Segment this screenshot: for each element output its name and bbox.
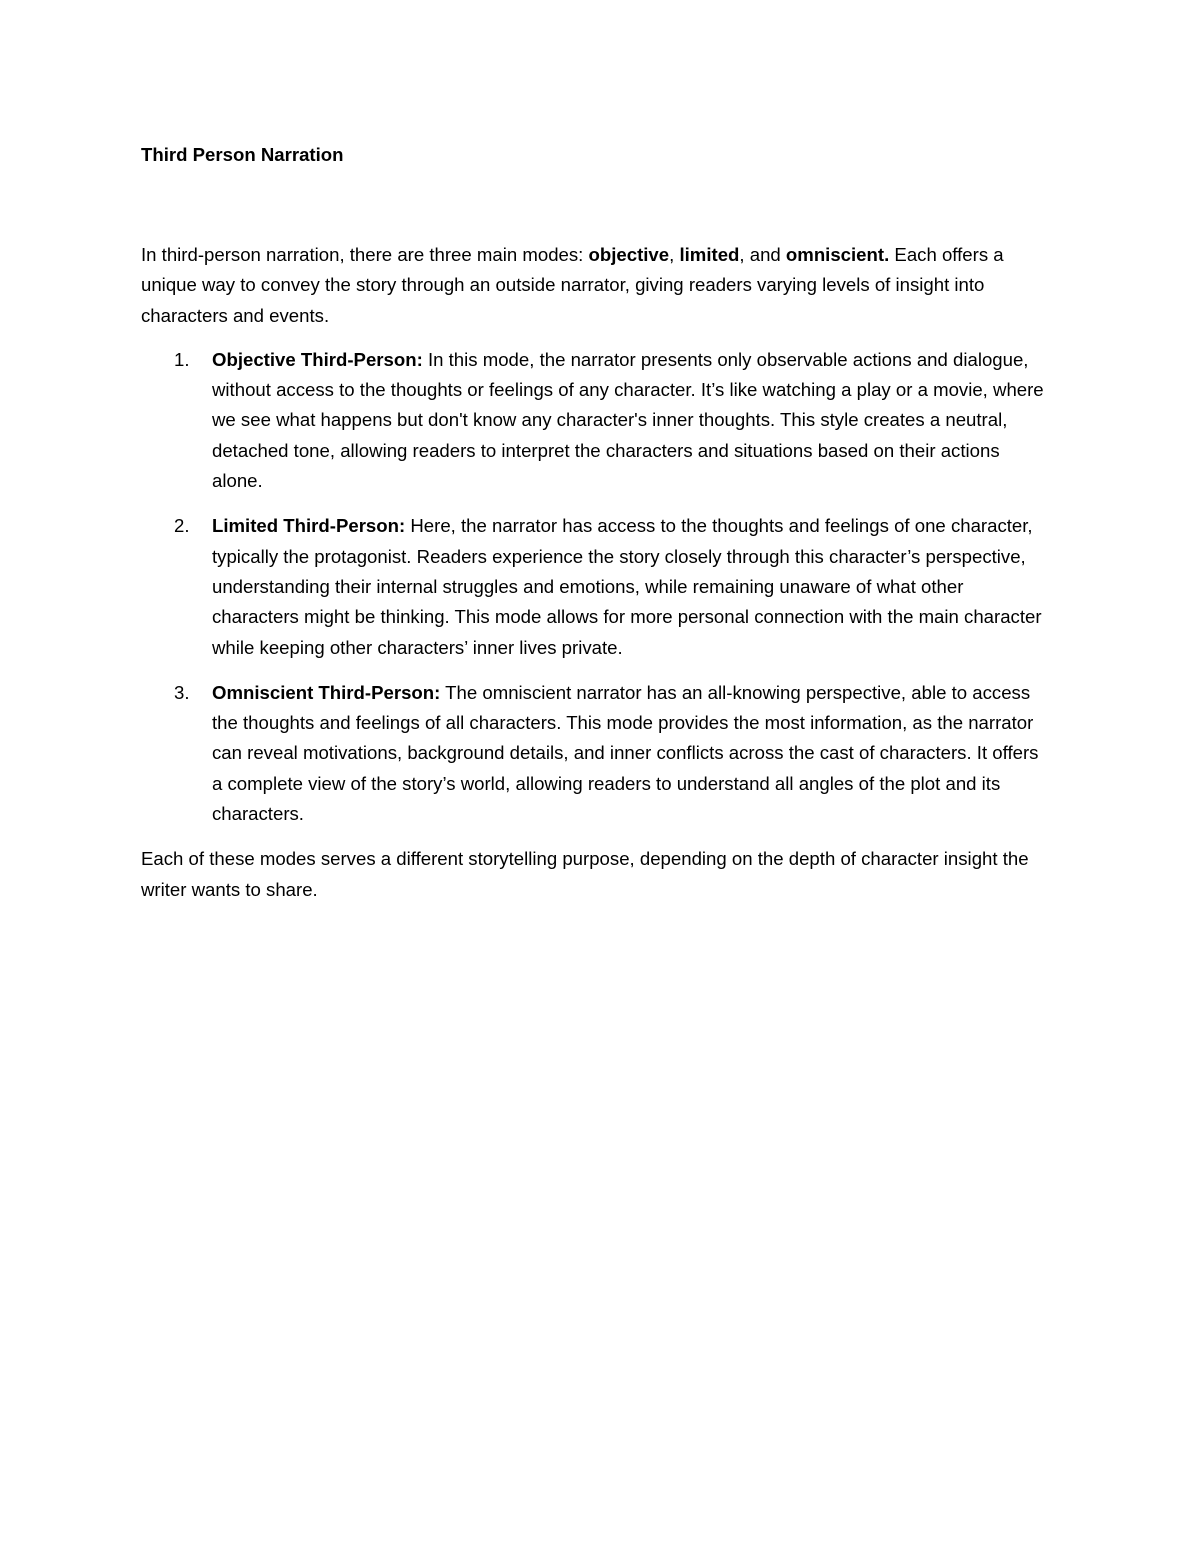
list-number: 1. bbox=[174, 348, 190, 370]
document-title: Third Person Narration bbox=[141, 144, 344, 165]
intro-paragraph bbox=[141, 240, 1056, 331]
mode-description: Here, the narrator has access to the thoughts and feelings of one character, typically the protagonist. Readers experience the story closely through this character’s perspective, understanding their internal struggles and emotions, while remaining unaware of what other characters might be thinking. This mode allows for more personal connection with the main character while keeping other characters’ inner lives private. bbox=[212, 515, 1042, 658]
intro-separator-1: , bbox=[669, 244, 680, 265]
list-number: 3. bbox=[174, 681, 190, 703]
intro-term-omniscient: omniscient. bbox=[785, 244, 890, 265]
list-number: 2. bbox=[174, 515, 190, 537]
conclusion-paragraph: Each of these modes serves a different storytelling purpose, depending on the depth of character insight the writer wants to share. bbox=[141, 848, 1029, 900]
intro-text-after: Each offers a unique way to convey the story through an outside narrator, giving readers varying levels of insight into characters and events. bbox=[141, 244, 1004, 326]
mode-item-limited bbox=[141, 511, 1047, 662]
mode-item-objective bbox=[141, 345, 1047, 496]
mode-name: Omniscient Third-Person: bbox=[212, 681, 441, 703]
mode-name: Objective Third-Person: bbox=[212, 348, 423, 370]
intro-text-before: In third-person narration, there are three main modes: bbox=[141, 244, 589, 265]
modes-list bbox=[141, 345, 1061, 829]
intro-term-objective: objective bbox=[588, 244, 670, 265]
document-body bbox=[141, 140, 1061, 905]
intro-separator-2: , and bbox=[739, 244, 786, 265]
mode-item-omniscient bbox=[141, 678, 1047, 829]
mode-name: Limited Third-Person: bbox=[212, 515, 406, 537]
intro-term-limited: limited bbox=[679, 244, 740, 265]
mode-description: The omniscient narrator has an all-knowing perspective, able to access the thoughts and feelings of all characters. This mode provides the most information, as the narrator can reveal motivations, background details, and inner conflicts across the cast of characters. It offers a complete view of the story’s world, allowing readers to understand all angles of the plot and its characters. bbox=[212, 681, 1039, 825]
mode-description: In this mode, the narrator presents only observable actions and dialogue, without access to the thoughts or feelings of any character. It’s like watching a play or a movie, where we see what happens but don't know any character's inner thoughts. This style creates a neutral, detached tone, allowing readers to interpret the characters and situations based on their actions alone. bbox=[212, 348, 1044, 492]
